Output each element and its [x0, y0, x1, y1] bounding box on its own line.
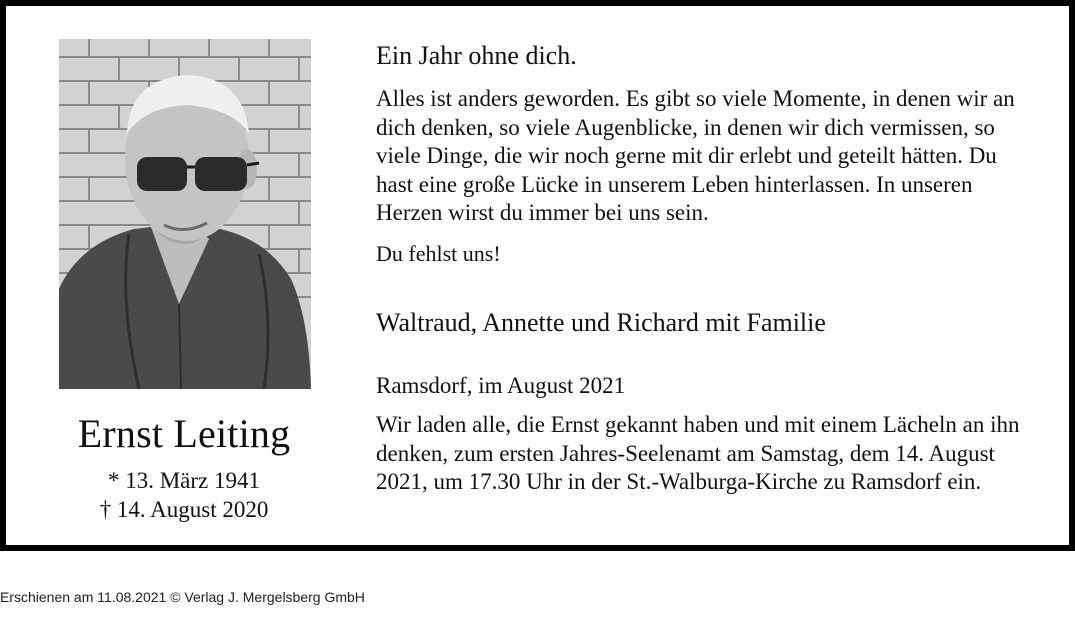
portrait-photo: [59, 39, 311, 389]
headline: Ein Jahr ohne dich.: [376, 41, 577, 70]
death-date: † 14. August 2020: [99, 497, 269, 522]
deceased-name: Ernst Leiting: [77, 411, 291, 456]
family-signature: Waltraud, Annette und Richard mit Familie: [376, 308, 826, 337]
publication-footer: Erschienen am 11.08.2021 © Verlag J. Mergelsberg GmbH: [0, 589, 365, 605]
invitation-paragraph: Wir laden alle, die Ernst gekannt haben und mit einem Lächeln an ihn denken, zum ersten Jahres-Seelenamt am Samstag, dem 14. August 2021, um 17.30 Uhr in der St.-Walburga-Kirche zu Ramsdorf ein.: [376, 412, 1020, 494]
closing-line: Du fehlst uns!: [376, 241, 501, 266]
memorial-paragraph: Alles ist anders geworden. Es gibt so viele Momente, in denen wir an dich denken, so viele Augenblicke, in denen wir dich vermissen, so viele Dinge, die wir noch gerne mit dir erlebt und geteilt hätten. Du hast eine große Lücke in unserem Leben hinterlassen. In unseren Herzen wirst du immer bei uns sein.: [376, 86, 1015, 225]
portrait-photo-illustration: [59, 39, 311, 389]
birth-date: * 13. März 1941: [107, 468, 261, 493]
place-and-date: Ramsdorf, im August 2021: [376, 373, 626, 398]
